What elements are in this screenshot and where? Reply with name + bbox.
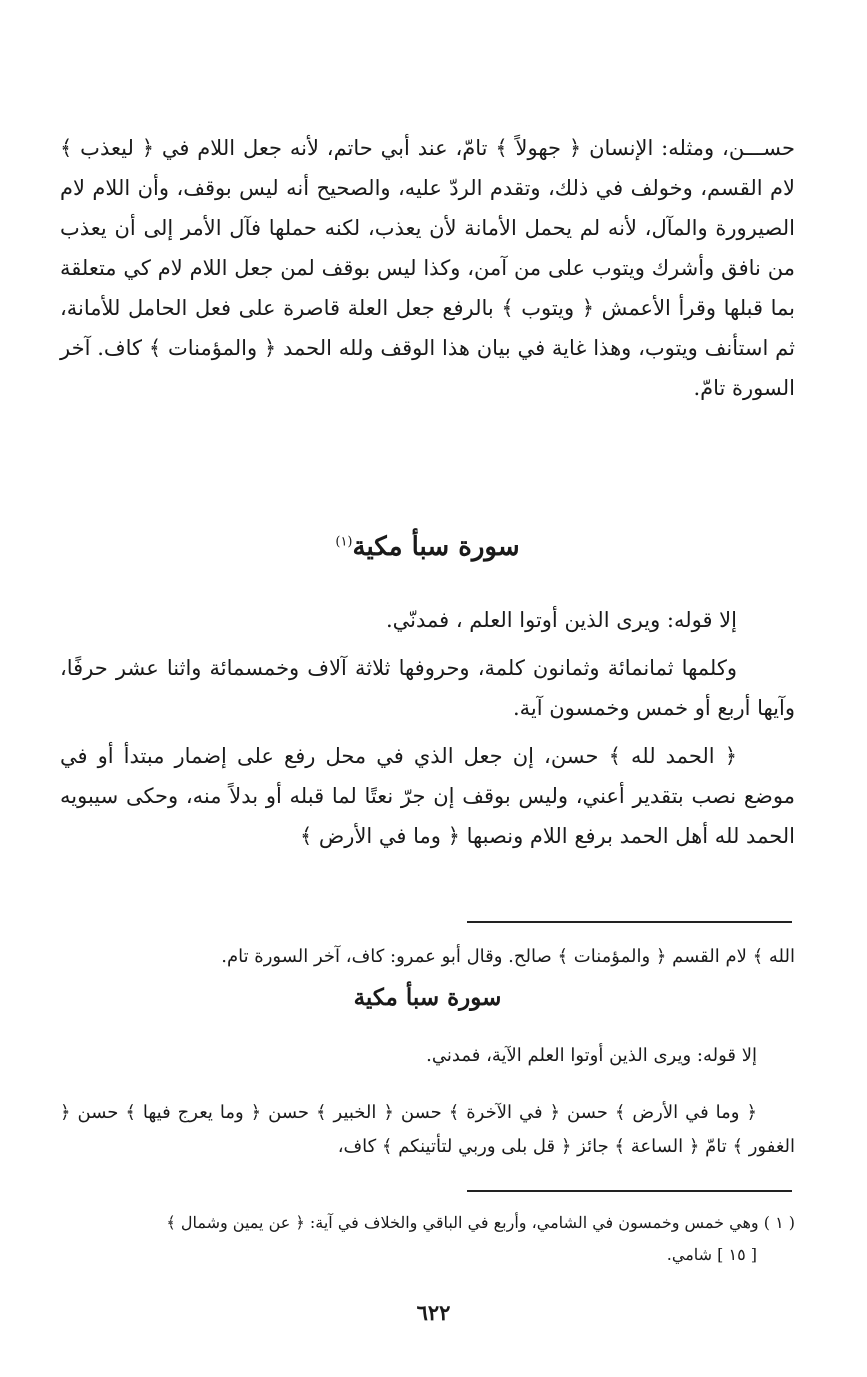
exception-line: إلا قوله: ويرى الذين أوتوا العلم ، فمدنّي. xyxy=(385,608,737,632)
footnote-marker: (١) xyxy=(335,534,353,550)
surah-heading xyxy=(60,532,795,562)
main-text-continued xyxy=(60,600,795,856)
footnote xyxy=(60,1207,795,1271)
footnote-line-1: ( ١ ) وهي خمس وخمسون في الشامي، وأربع في الباقي والخلاف في آية: ﴿ عن يمين وشمال ﴾ xyxy=(166,1213,795,1232)
section-divider xyxy=(467,921,792,923)
alhamd-paragraph: ﴿ الحمد لله ﴾ حسن، إن جعل الذي في محل رفع على إضمار مبتدأ أو في موضع نصب بتقدير أعني، وليس بوقف إن جرّ نعتًا لما قبله أو بدلاً منه، وحكى سيبويه الحمد لله أهل الحمد برفع اللام ونصبها ﴿ وما في الأرض ﴾ xyxy=(60,744,795,848)
main-paragraph: حســـن، ومثله: الإنسان ﴿ جهولاً ﴾ تامّ، عند أبي حاتم، لأنه جعل اللام في ﴿ ليعذب ﴾ لام القسم، وخولف في ذلك، وتقدم الردّ عليه، والصحيح أنه ليس بوقف، وأن اللام لام الصيرورة والمآل، لأنه لم يحمل الأمانة لأن يعذب، لكنه حملها فآل الأمر إلى أن يعذب من نافق وأشرك ويتوب على من آمن، وكذا ليس بوقف لمن جعل اللام لام كي متعلقة بما قبلها وقرأ الأعمش ﴿ ويتوب ﴾ بالرفع جعل العلة قاصرة على فعل الحامل للأمانة، ثم استأنف ويتوب، وهذا غاية في بيان هذا الوقف ولله الحمد ﴿ والمؤمنات ﴾ كاف. آخر السورة تامّ. xyxy=(60,136,795,400)
sub-surah-heading: سورة سبأ مكية xyxy=(353,984,502,1011)
sub-paragraph-text: ﴿ وما في الأرض ﴾ حسن ﴿ في الآخرة ﴾ حسن ﴿ الخبير ﴾ حسن ﴿ وما يعرج فيها ﴾ حسن ﴿ الغفور ﴾ تامّ ﴿ الساعة ﴾ جائز ﴿ قل بلى وربي لتأتينكم ﴾ كاف، xyxy=(60,1102,795,1157)
word-count-paragraph: وكلمها ثمانمائة وثمانون كلمة، وحروفها ثلاثة آلاف وخمسمائة واثنا عشر حرفًا، وآيها أربع أو خمس وخمسون آية. xyxy=(60,656,795,720)
footnote-line-2: [ ١٥ ] شامي. xyxy=(666,1245,757,1264)
surah-heading-text: سورة سبأ مكية xyxy=(352,532,520,562)
sub-commentary-line xyxy=(60,940,795,974)
main-text xyxy=(60,128,795,408)
sub-paragraph xyxy=(60,1096,795,1164)
sub-exception-line xyxy=(60,1039,795,1073)
footnote-divider xyxy=(467,1190,792,1192)
sub-exception-text: إلا قوله: ويرى الذين أوتوا العلم الآية، فمدني. xyxy=(426,1045,757,1066)
page-number: ٦٢٢ xyxy=(416,1300,451,1325)
sub-commentary-text: الله ﴾ لام القسم ﴿ والمؤمنات ﴾ صالح. وقال أبو عمرو: كاف، آخر السورة تام. xyxy=(221,946,795,967)
